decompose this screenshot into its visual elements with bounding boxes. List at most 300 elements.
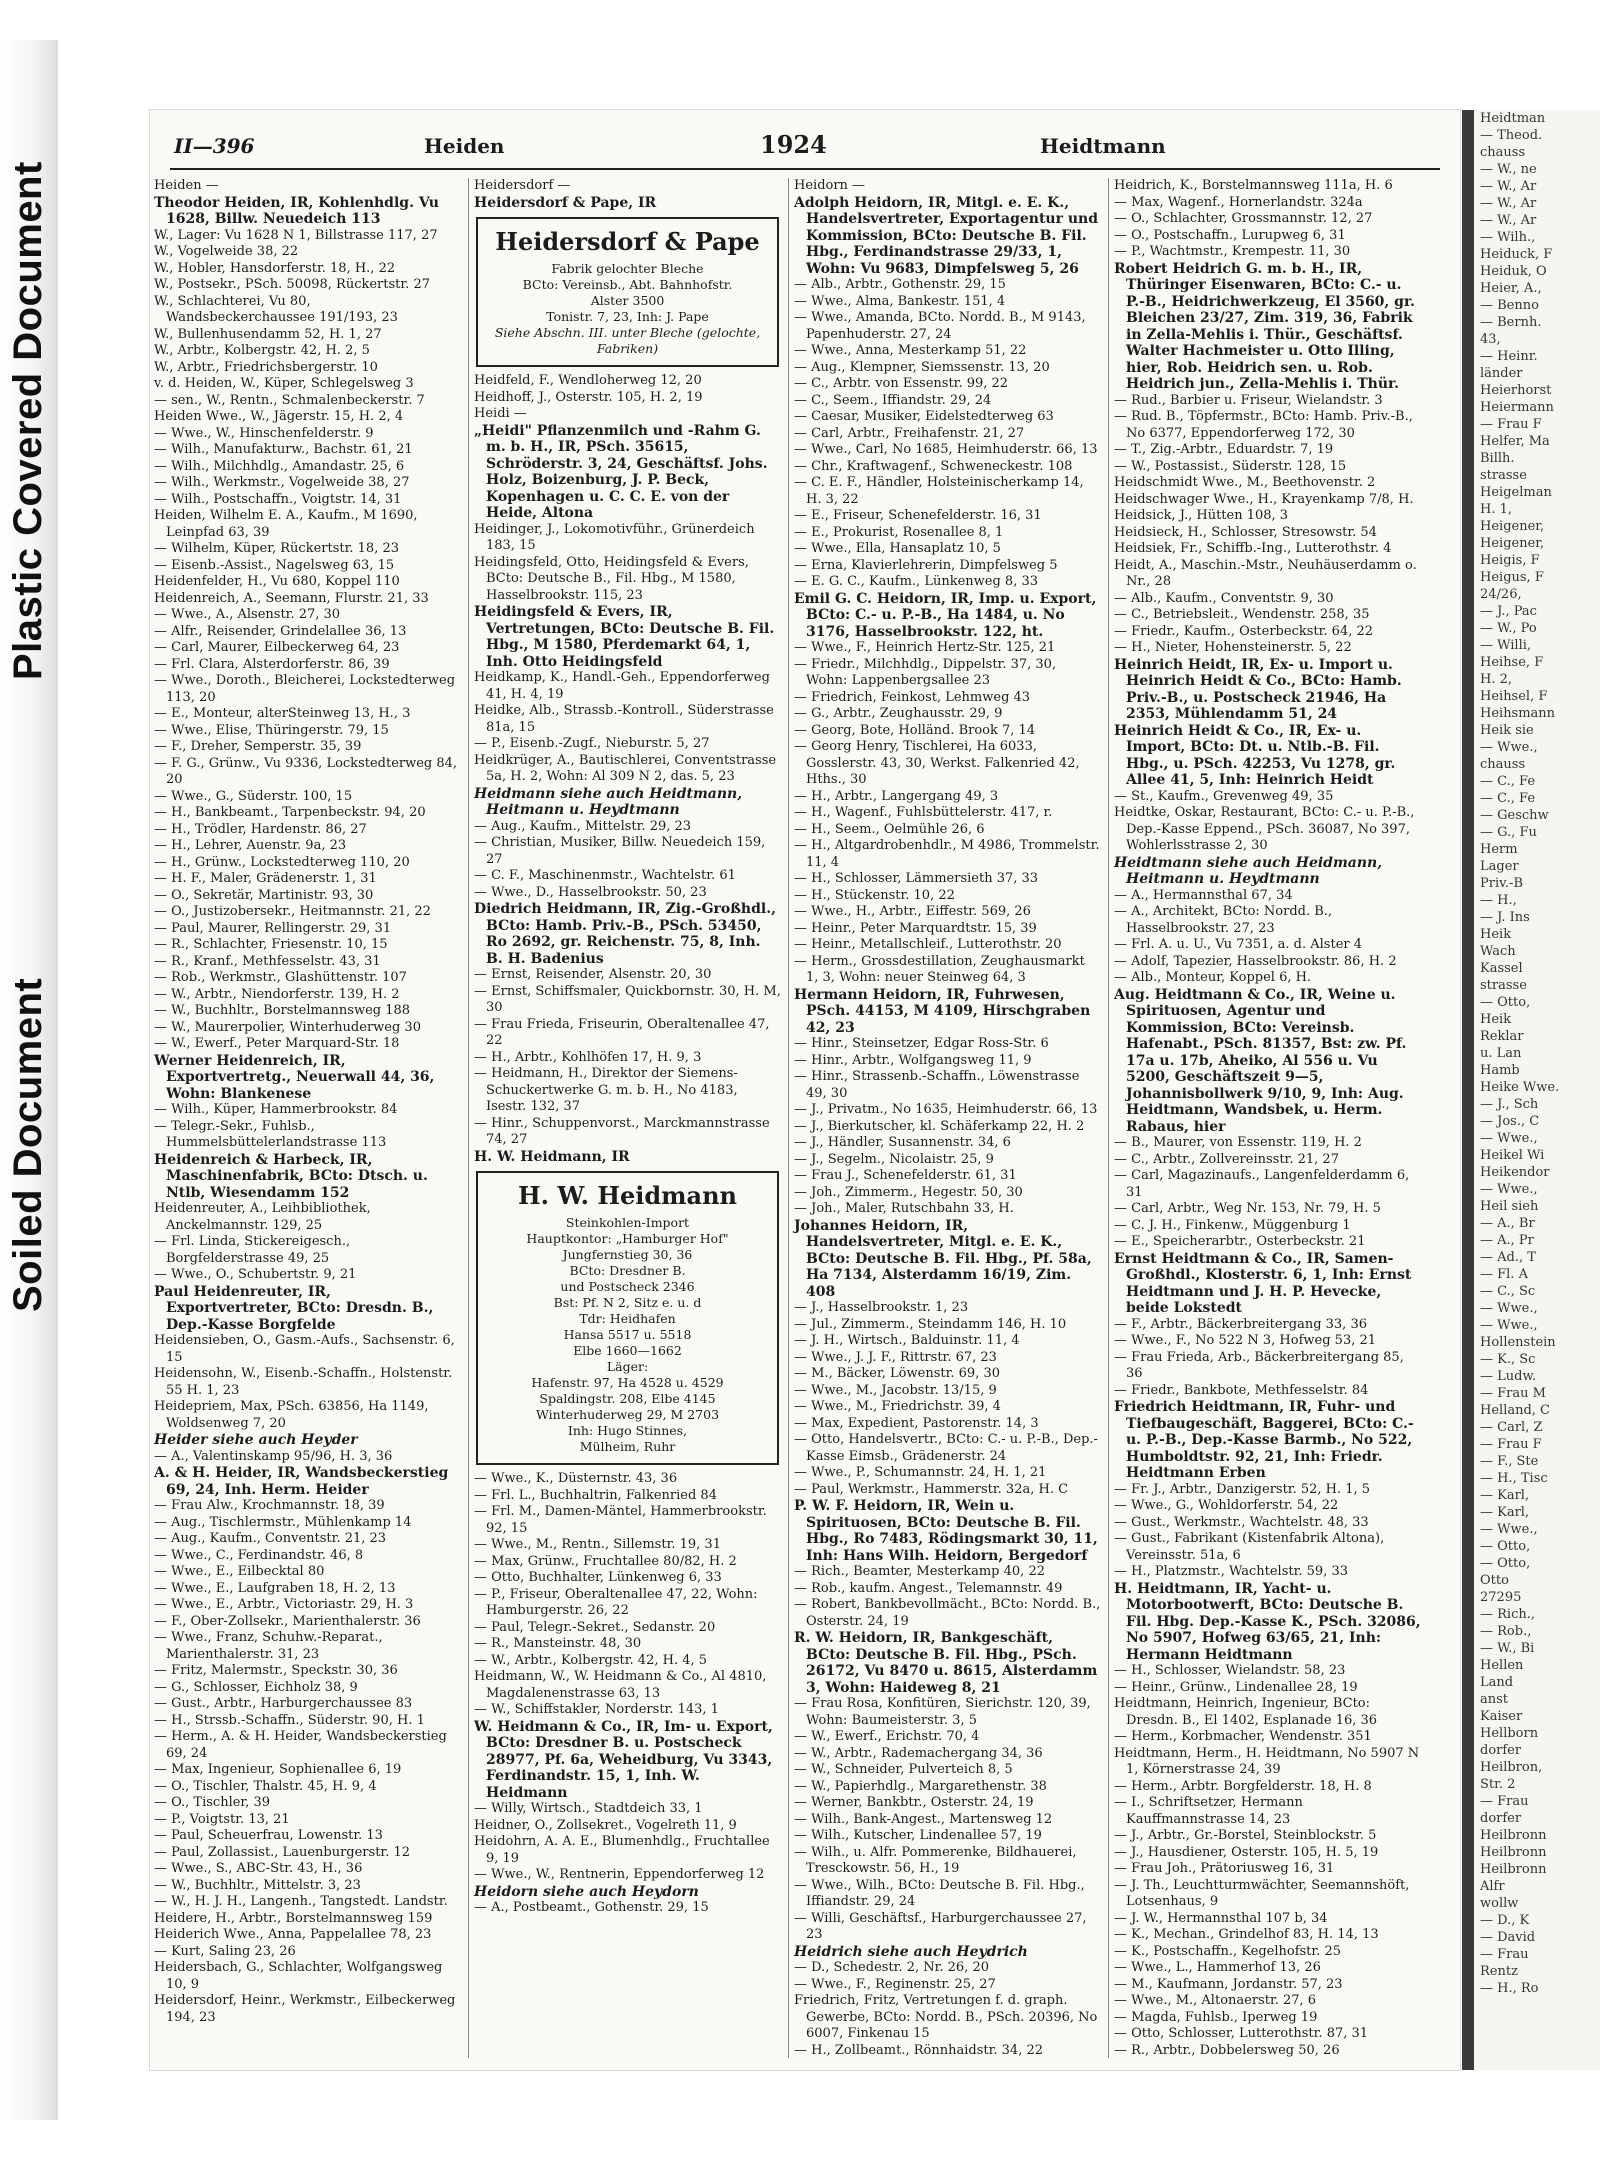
directory-entry: — Hinr., Strassenb.-Schaffn., Löwenstrasse 49, 30 — [794, 1069, 1080, 1101]
directory-entry: — P., Eisenb.-Zugf., Nieburstr. 5, 27 — [474, 736, 710, 751]
directory-entry: Friedrich Heidtmann, IR, Fuhr- und Tiefbaugeschäft, Baggerei, BCto: C.- u. P.-B., Dep.-Kasse Barmb., No 522, Humboldtstr. 92, 21, Inh: Friedr. Heidtmann Erben — [1114, 1399, 1414, 1481]
directory-entry: Heidersbach, G., Schlachter, Wolfgangsweg 10, 9 — [154, 1960, 443, 1992]
directory-entry: — Joh., Zimmerm., Hegestr. 50, 30 — [794, 1184, 1023, 1200]
directory-entry: P. W. F. Heidorn, IR, Wein u. Spirituosen, BCto: Deutsche B. Fil. Hbg., Ro 7483, Rödingsmarkt 30, 11, Inh: Hans Wilh. Heidorn, Bergedorf — [794, 1498, 1098, 1564]
ad-line: Hansa 5517 u. 5518 — [563, 1327, 692, 1342]
directory-entry: — P., Voigtstr. 13, 21 — [154, 1811, 290, 1827]
soiled-document-label: Soiled Document — [6, 977, 50, 1312]
directory-entry: W., Schlachterei, Vu 80, Wandsbeckerchaussee 191/193, 23 — [154, 293, 398, 325]
directory-entry: — H., Strssb.-Schaffn., Süderstr. 90, H. 1 — [154, 1712, 425, 1728]
directory-entry: — Hinr., Schuppenvorst., Marckmannstrasse 74, 27 — [474, 1115, 770, 1147]
directory-entry: — Paul, Scheuerfrau, Lowenstr. 13 — [154, 1828, 383, 1843]
heidersdorf-advertisement — [476, 217, 779, 367]
directory-entry: — Wilh., Küper, Hammerbrookstr. 84 — [154, 1102, 398, 1117]
next-page-fragment: — Wwe., — [1480, 1318, 1538, 1333]
directory-entry: Heidepriem, Max, PSch. 63856, Ha 1149, Woldsenweg 7, 20 — [154, 1399, 429, 1431]
directory-entry: — C., Seem., Iffiandstr. 29, 24 — [794, 392, 992, 408]
directory-entry: — J. W., Hermannsthal 107 b, 34 — [1114, 1910, 1328, 1926]
next-page-fragment: — Frau F — [1480, 1437, 1542, 1452]
next-page-fragment: — Otto, — [1480, 995, 1531, 1010]
directory-entry: R. W. Heidorn, IR, Bankgeschäft, BCto: Deutsche B. Fil. Hbg., PSch. 26172, Vu 8470 u. 8615, Alsterdamm 3, Wohn: Haideweg 8, 21 — [794, 1630, 1098, 1696]
next-page-fragment: strasse — [1480, 468, 1527, 483]
directory-entry: — R., Arbtr., Dobbelersweg 50, 26 — [1114, 2042, 1340, 2058]
next-page-fragment: — C., Fe — [1480, 774, 1536, 789]
next-page-fragment: — Otto, — [1480, 1556, 1531, 1571]
next-page-fragment: — H., — [1480, 893, 1517, 908]
directory-entry: — Frl. A. u. U., Vu 7351, a. d. Alster 4 — [1114, 937, 1363, 952]
ad-line: Hauptkontor: „Hamburger Hof" — [526, 1231, 729, 1246]
directory-entry: Heidersdorf & Pape, IR — [474, 194, 657, 211]
next-page-fragment: — Wwe., — [1480, 1131, 1538, 1146]
next-page-fragment: Heik sie — [1480, 723, 1534, 738]
directory-entry: — Adolf, Tapezier, Hasselbrookstr. 86, H. 2 — [1114, 953, 1397, 969]
next-page-fragment: 24/26, — [1480, 587, 1522, 602]
next-page-fragment: Hellborn — [1480, 1726, 1539, 1741]
directory-entry: Heidere, H., Arbtr., Borstelmannsweg 159 — [154, 1910, 433, 1926]
next-page-fragment: — Willi, — [1480, 638, 1532, 653]
next-page-fragment: 27295 — [1480, 1590, 1522, 1605]
directory-entry: — Aug., Kaufm., Mittelstr. 29, 23 — [474, 818, 692, 834]
next-page-fragment: — W., Ar — [1480, 213, 1537, 228]
directory-entry: — Wwe., Elise, Thüringerstr. 79, 15 — [154, 722, 389, 738]
ad-note: Siehe Abschn. III. unter Bleche (gelochte, Fabriken) — [494, 325, 761, 356]
next-page-fragment: länder — [1480, 366, 1523, 381]
next-page-fragment: Heidtman — [1480, 111, 1546, 126]
ad-line: Mülheim, Ruhr — [579, 1439, 676, 1454]
directory-entry: — Wilh., Bank-Angest., Martensweg 12 — [794, 1811, 1053, 1827]
directory-entry: Heidingsfeld, Otto, Heidingsfeld & Evers, BCto: Deutsche B., Fil. Hbg., M 1580, Hasselbrookstr. 115, 23 — [474, 554, 749, 603]
directory-entry: — Wwe., A., Alsenstr. 27, 30 — [154, 607, 341, 622]
directory-entry: Paul Heidenreuter, IR, Exportvertreter, BCto: Dresdn. B., Dep.-Kasse Borgfelde — [154, 1283, 434, 1333]
directory-entry: — W., Ewerf., Peter Marquard-Str. 18 — [154, 1036, 400, 1051]
next-page-fragment: anst — [1480, 1692, 1509, 1707]
directory-entry: — Heinr., Metallschleif., Lutterothstr. 20 — [794, 937, 1062, 952]
next-page-fragment: — J. Ins — [1480, 910, 1530, 925]
directory-entry: — Fritz, Malermstr., Speckstr. 30, 36 — [154, 1663, 398, 1678]
next-page-fragment: — Karl, — [1480, 1488, 1530, 1503]
directory-entry: — Fr. J., Arbtr., Danzigerstr. 52, H. 1, 5 — [1114, 1481, 1371, 1497]
directory-entry: Heidrich, K., Borstelmannsweg 111a, H. 6 — [1114, 178, 1393, 193]
directory-entry: — Wwe., J. J. F., Rittrstr. 67, 23 — [794, 1349, 997, 1365]
directory-entry: — W., Buchhltr., Mittelstr. 3, 23 — [154, 1877, 361, 1893]
next-page-fragment: Heike Wwe. — [1480, 1080, 1560, 1095]
next-page-fragment: — Frau M — [1480, 1386, 1546, 1401]
directory-entry: — Carl, Magazinaufs., Langenfelderdamm 6, 31 — [1114, 1168, 1410, 1200]
directory-entry: — Aug., Tischlermstr., Mühlenkamp 14 — [154, 1514, 412, 1530]
directory-entry: — Wwe., M., Jacobstr. 13/15, 9 — [794, 1382, 997, 1398]
directory-entry: — H., Wagenf., Fuhlsbüttelerstr. 417, r. — [794, 805, 1053, 820]
directory-entry: — H., Seem., Oelmühle 26, 6 — [794, 821, 985, 837]
directory-entry: — Herm., A. & H. Heider, Wandsbeckerstieg 69, 24 — [154, 1729, 447, 1761]
running-head — [160, 128, 1450, 168]
next-page-fragment: dorfer — [1480, 1811, 1522, 1826]
directory-entry: — Herm., Grossdestillation, Zeughausmarkt 1, 3, Wohn: neuer Steinweg 64, 3 — [794, 953, 1085, 985]
directory-entry: — Wilh., Postschaffn., Voigtstr. 14, 31 — [154, 491, 402, 507]
next-page-fragment: — W., Ar — [1480, 196, 1537, 211]
next-page-fragment: — Carl, Z — [1480, 1420, 1543, 1435]
directory-entry: — G., Schlosser, Eichholz 38, 9 — [154, 1679, 358, 1695]
directory-entry: — O., Postschaffn., Lurupweg 6, 31 — [1114, 227, 1346, 243]
next-page-fragment: — Wwe., — [1480, 1301, 1538, 1316]
directory-entry: Heidenreich & Harbeck, IR, Maschinenfabrik, BCto: Dtsch. u. Ntlb, Wiesendamm 152 — [154, 1151, 428, 1201]
directory-entry: W., Postsekr., PSch. 50098, Rückertstr. 27 — [154, 277, 430, 292]
directory-entry: — W., Postassist., Süderstr. 128, 15 — [1114, 458, 1347, 474]
ad-line: Fabrik gelochter Bleche — [551, 261, 704, 276]
directory-entry: — C., Betriebsleit., Wendenstr. 258, 35 — [1114, 607, 1370, 622]
next-page-fragment: 43, — [1480, 332, 1501, 347]
directory-entry: — Alfr., Reisender, Grindelallee 36, 13 — [154, 623, 407, 639]
next-page-fragment: — Ad., T — [1480, 1250, 1536, 1265]
directory-entry: — Alb., Monteur, Koppel 6, H. — [1114, 970, 1312, 985]
next-page-fragment: — D., K — [1480, 1913, 1530, 1928]
next-page-fragment: — Jos., C — [1480, 1114, 1540, 1129]
directory-entry: Heinrich Heidt, IR, Ex- u. Import u. Heinrich Heidt & Co., BCto: Hamb. Priv.-B., u. Postscheck 21946, Ha 2353, Mühlendamm 51, 24 — [1114, 656, 1402, 722]
directory-entry: — M., Kaufmann, Jordanstr. 57, 23 — [1114, 1976, 1343, 1992]
next-page-fragment: Heier, A., — [1480, 281, 1542, 296]
directory-entry: — Heidmann, H., Direktor der Siemens-Schuckertwerke G. m. b. H., No 4183, Isestr. 132, 37 — [474, 1066, 738, 1114]
column-1 — [150, 178, 465, 2058]
next-page-fragment: — Rich., — [1480, 1607, 1535, 1622]
directory-entry: Heidmann siehe auch Heidtmann, Heitmann u. Heydtmann — [474, 785, 743, 818]
directory-entry: — Wilh., Werkmstr., Vogelweide 38, 27 — [154, 475, 410, 490]
directory-entry: — F. G., Grünw., Vu 9336, Lockstedterweg 84, 20 — [154, 755, 458, 787]
directory-entry: — H., Stückenstr. 10, 22 — [794, 887, 955, 903]
directory-entry: — A., Hermannsthal 67, 34 — [1114, 887, 1293, 903]
next-page-fragment: Reklar — [1480, 1029, 1524, 1044]
directory-entry: — P., Friseur, Oberaltenallee 47, 22, Wohn: Hamburgerstr. 26, 22 — [474, 1586, 758, 1618]
directory-entry: — Friedr., Milchhdlg., Dippelstr. 37, 30, Wohn: Lappenbergsallee 23 — [794, 656, 1057, 688]
next-page-fragment: Heiduck, F — [1480, 247, 1553, 262]
directory-entry: — C., Arbtr., Zollvereinsstr. 21, 27 — [1114, 1151, 1339, 1167]
directory-entry: — Magda, Fuhlsb., Iperweg 19 — [1114, 2009, 1318, 2025]
next-page-fragment: Heikel Wi — [1480, 1148, 1545, 1163]
next-page-fragment: — Wilh., — [1480, 230, 1536, 245]
directory-entry: — Paul, Werkmstr., Hammerstr. 32a, H. C — [794, 1481, 1069, 1497]
directory-entry: — H., Bankbeamt., Tarpenbeckstr. 94, 20 — [154, 805, 426, 820]
directory-entry: — Hinr., Arbtr., Wolfgangsweg 11, 9 — [794, 1052, 1032, 1068]
directory-entry: — J., Hausdiener, Osterstr. 105, H. 5, 19 — [1114, 1844, 1379, 1860]
directory-entry: — Wwe., G., Süderstr. 100, 15 — [154, 788, 353, 804]
ad-title: H. W. Heidmann — [518, 1181, 737, 1210]
directory-entry: — W., Arbtr., Niendorferstr. 139, H. 2 — [154, 986, 400, 1002]
ad-line: Tonistr. 7, 23, Inh: J. Pape — [546, 309, 709, 324]
next-page-fragment: — Karl, — [1480, 1505, 1530, 1520]
next-page-fragment: Heil sieh — [1480, 1199, 1539, 1214]
directory-entry: — Rob., kaufm. Angest., Telemannstr. 49 — [794, 1580, 1063, 1596]
directory-entry: — B., Maurer, von Essenstr. 119, H. 2 — [1114, 1135, 1362, 1150]
directory-entry: — Hinr., Steinsetzer, Edgar Ross-Str. 6 — [794, 1036, 1049, 1051]
directory-entry: — W., Maurerpolier, Winterhuderweg 30 — [154, 1019, 421, 1035]
directory-entry: — sen., W., Rentn., Schmalenbeckerstr. 7 — [154, 392, 425, 408]
directory-entry: Heidtmann, Herm., H. Heidtmann, No 5907 N 1, Körnerstrasse 24, 39 — [1114, 1745, 1420, 1777]
ad-line: Bst: Pf. N 2, Sitz e. u. d — [553, 1295, 702, 1310]
directory-entry: — Wwe., E., Eilbecktal 80 — [154, 1564, 325, 1579]
next-page-fragment: Hellen — [1480, 1658, 1524, 1673]
next-page-fragment: dorfer — [1480, 1743, 1522, 1758]
directory-entry: — M., Bäcker, Löwenstr. 69, 30 — [794, 1366, 1000, 1381]
next-page-fragment: Hollenstein — [1480, 1335, 1556, 1350]
directory-entry: — Paul, Maurer, Rellingerstr. 29, 31 — [154, 920, 392, 936]
next-page-fragment: — Wwe., — [1480, 1182, 1538, 1197]
directory-entry: — Wwe., Carl, No 1685, Heimhuderstr. 66, 13 — [794, 442, 1098, 457]
directory-entry: — Wwe., Amanda, BCto. Nordd. B., M 9143, Papenhuderstr. 27, 24 — [794, 310, 1086, 342]
directory-entry: — J. Th., Leuchtturmwächter, Seemannshöft, Lotsenhaus, 9 — [1114, 1877, 1410, 1909]
directory-entry: — Wilh., Manufakturw., Bachstr. 61, 21 — [154, 442, 413, 457]
directory-entry: Johannes Heidorn, IR, Handelsvertreter, Mitgl. e. E. K., BCto: Deutsche B. Fil. Hbg., Pf. 58a, Ha 7134, Alsterdamm 16/19, Zim. 408 — [794, 1217, 1092, 1300]
next-page-fragment: H. 2, — [1480, 672, 1513, 687]
directory-entry: Heidmann, W., W. Heidmann & Co., Al 4810, Magdalenenstrasse 63, 13 — [474, 1669, 767, 1701]
next-page-fragment: Heihsel, F — [1480, 689, 1548, 704]
ad-line: Inh: Hugo Stinnes, — [567, 1423, 688, 1438]
directory-entry: Heidenreich, A., Seemann, Flurstr. 21, 33 — [154, 590, 429, 606]
directory-entry: — H., Schlosser, Wielandstr. 58, 23 — [1114, 1663, 1346, 1678]
directory-entry: Heidtmann, Heinrich, Ingenieur, BCto: Dresdn. B., El 1402, Esplanade 16, 36 — [1114, 1696, 1378, 1728]
next-page-fragment: Heierhorst — [1480, 383, 1552, 398]
directory-entry: — Telegr.-Sekr., Fuhlsb., Hummelsbüttelerlandstrasse 113 — [154, 1118, 387, 1150]
directory-entry: Heidfeld, F., Wendloherweg 12, 20 — [474, 373, 702, 388]
plastic-covered-label: Plastic Covered Document — [6, 161, 50, 680]
directory-entry: Heiden, Wilhelm E. A., Kaufm., M 1690, Leinpfad 63, 39 — [154, 508, 418, 540]
next-page-fragment: — H., Ro — [1480, 1981, 1539, 1996]
next-page-fragment: H. 1, — [1480, 502, 1513, 517]
ad-line: Winterhuderweg 29, M 2703 — [535, 1407, 720, 1422]
next-page-fragment: — Frau — [1480, 1947, 1529, 1962]
directory-entry: — Georg Henry, Tischlerei, Ha 6033, Gosslerstr. 43, 30, Werkst. Falkenried 42, Hths., 30 — [794, 739, 1080, 787]
next-page-fragment: — Frau F — [1480, 417, 1542, 432]
next-page-fragment: strasse — [1480, 978, 1527, 993]
directory-entry: — Ernst, Reisender, Alsenstr. 20, 30 — [474, 967, 712, 982]
directory-entry: — Frau Alw., Krochmannstr. 18, 39 — [154, 1498, 385, 1513]
next-page-fragment: — Theod. — [1480, 128, 1543, 143]
directory-entry: Heidohrn, A. A. E., Blumenhdlg., Fruchtallee 9, 19 — [474, 1834, 770, 1866]
directory-entry: Heidersdorf — — [474, 178, 571, 193]
directory-entry: — G., Arbtr., Zeughausstr. 29, 9 — [794, 706, 1003, 721]
directory-entry: Adolph Heidorn, IR, Mitgl. e. E. K., Handelsvertreter, Exportagentur und Kommission, BCto: Deutsche B. Fil. Hbg., Ferdinandstrasse 29/33, 1, Wohn: Vu 9683, Dimpfelsweg 5, 26 — [794, 194, 1098, 277]
next-page-fragment: Kassel — [1480, 961, 1523, 976]
directory-entry: — K., Postschaffn., Kegelhofstr. 25 — [1114, 1943, 1341, 1959]
directory-entry: — Wwe., W., Hinschenfelderstr. 9 — [154, 425, 374, 441]
next-page-fragment: Heigis, F — [1480, 553, 1540, 568]
next-page-fragment: Heiermann — [1480, 400, 1554, 415]
next-page-fragment: — Wwe., — [1480, 740, 1538, 755]
directory-entry: — E., Speicherarbtr., Osterbeckstr. 21 — [1114, 1234, 1366, 1249]
directory-entry: — Wilh., Milchhdlg., Amandastr. 25, 6 — [154, 458, 405, 474]
directory-entry: — Erna, Klavierlehrerin, Dimpfelsweg 5 — [794, 557, 1058, 573]
directory-entry: — Wwe., H., Arbtr., Eiffestr. 569, 26 — [794, 904, 1031, 919]
next-page-fragment: Rentz — [1480, 1964, 1518, 1979]
next-page-fragment: — W., Po — [1480, 621, 1537, 636]
directory-entry: — H., Lehrer, Auenstr. 9a, 23 — [154, 838, 347, 853]
next-page-fragment: Heihsmann — [1480, 706, 1556, 721]
directory-entry: Emil G. C. Heidorn, IR, Imp. u. Export, BCto: C.- u. P.-B., Ha 1484, u. No 3176, Hasselbrookstr. 122, ht. — [794, 590, 1097, 640]
directory-entry: — P., Wachtmstr., Krempestr. 11, 30 — [1114, 244, 1351, 259]
next-page-fragment: Billh. — [1480, 451, 1515, 466]
directory-entry: — J., Privatm., No 1635, Heimhuderstr. 66, 13 — [794, 1102, 1098, 1117]
next-page-fragment: Land — [1480, 1675, 1514, 1690]
directory-entry: Heidsiek, Fr., Schiffb.-Ing., Lutterothstr. 4 — [1114, 541, 1392, 556]
directory-entry: — J., Hasselbrookstr. 1, 23 — [794, 1300, 969, 1315]
directory-entry: — Wilh., Kutscher, Lindenallee 57, 19 — [794, 1828, 1042, 1843]
last-entry-word: Heidtmann — [1040, 134, 1166, 158]
directory-entry: — H., Schlosser, Lämmersieth 37, 33 — [794, 871, 1039, 886]
directory-entry: — Friedr., Kaufm., Osterbeckstr. 64, 22 — [1114, 623, 1374, 639]
binding-gutter — [1462, 110, 1474, 2070]
next-page-fragment: Hamb — [1480, 1063, 1520, 1078]
directory-entry: — Wwe., Ella, Hansaplatz 10, 5 — [794, 541, 1001, 556]
next-page-fragment: — Geschw — [1480, 808, 1549, 823]
next-page-fragment: — C., Fe — [1480, 791, 1536, 806]
directory-entry: — Frau Frieda, Arb., Bäckerbreitergang 85, 36 — [1114, 1349, 1404, 1381]
directory-entry: — O., Schlachter, Grossmannstr. 12, 27 — [1114, 211, 1373, 226]
directory-entry: H. Heidtmann, IR, Yacht- u. Motorbootwerft, BCto: Deutsche B. Fil. Hbg. Dep.-Kasse K., PSch. 32086, No 5907, Hofweg 63/65, 21, Inh: Hermann Heidtmann — [1114, 1580, 1421, 1663]
directory-entry: — W., Schiffstakler, Norderstr. 143, 1 — [474, 1702, 719, 1717]
next-page-fragment: Helfer, Ma — [1480, 434, 1550, 449]
directory-entry: — J., Arbtr., Gr.-Borstel, Steinblockstr. 5 — [1114, 1828, 1377, 1843]
directory-entry: — Wwe., Franz, Schuhw.-Reparat., Marienthalerstr. 31, 23 — [154, 1630, 383, 1662]
next-page-fragment: Heilbronn — [1480, 1862, 1547, 1877]
ad-line: BCto: Dresdner B. — [569, 1263, 686, 1278]
directory-entry: — H., Arbtr., Kohlhöfen 17, H. 9, 3 — [474, 1049, 702, 1065]
next-page-fragment: — K., Sc — [1480, 1352, 1536, 1367]
directory-entry: Heidsieck, H., Schlosser, Stresowstr. 54 — [1114, 524, 1377, 540]
next-page-fragment: — W., Ar — [1480, 179, 1537, 194]
directory-entry: — Alb., Arbtr., Gothenstr. 29, 15 — [794, 277, 1006, 292]
directory-entry: — H., Arbtr., Langergang 49, 3 — [794, 788, 999, 804]
ad-line: Elbe 1660—1662 — [573, 1343, 682, 1358]
directory-entry: Hermann Heidorn, IR, Fuhrwesen, PSch. 44153, M 4109, Hirschgraben 42, 23 — [794, 986, 1091, 1036]
directory-entry: — Ernst, Schiffsmaler, Quickbornstr. 30, H. M, 30 — [474, 983, 781, 1015]
directory-entry: — E., Prokurist, Rosenallee 8, 1 — [794, 524, 1004, 540]
directory-entry: — W., H. J. H., Langenh., Tangstedt. Landstr. — [154, 1894, 448, 1909]
ad-line: und Postscheck 2346 — [560, 1279, 695, 1294]
directory-entry: — Gust., Arbtr., Harburgerchaussee 83 — [154, 1696, 413, 1711]
directory-entry: — C. E. F., Händler, Holsteinischerkamp 14, H. 3, 22 — [794, 475, 1084, 507]
directory-entry: Ernst Heidtmann & Co., IR, Samen-Großhdl., Klosterstr. 6, 1, Inh: Ernst Heidtmann und J. H. P. Hevecke, beide Lokstedt — [1114, 1250, 1412, 1316]
directory-entry: — Wwe., F., Reginenstr. 25, 27 — [794, 1976, 996, 1992]
directory-entry: — J., Segelm., Nicolaistr. 25, 9 — [794, 1151, 994, 1167]
directory-entry: — Kurt, Saling 23, 26 — [154, 1943, 296, 1959]
directory-entry: W., Hobler, Hansdorferstr. 18, H., 22 — [154, 260, 396, 276]
next-page-fragment: Heihse, F — [1480, 655, 1544, 670]
directory-entry: — Otto, Schlosser, Lutterothstr. 87, 31 — [1114, 2026, 1369, 2041]
directory-entry: — Carl, Arbtr., Freihafenstr. 21, 27 — [794, 425, 1025, 441]
directory-entry: Heidersdorf, Heinr., Werkmstr., Eilbeckerweg 194, 23 — [154, 1993, 456, 2025]
directory-entry: — H., Platzmstr., Wachtelstr. 59, 33 — [1114, 1564, 1349, 1579]
next-page-fragment: — Fl. A — [1480, 1267, 1528, 1282]
directory-entry: — Carl, Maurer, Eilbeckerweg 64, 23 — [154, 640, 400, 655]
next-page-fragment: Herm — [1480, 842, 1518, 857]
directory-entry: — Paul, Telegr.-Sekret., Sedanstr. 20 — [474, 1619, 716, 1635]
directory-entry: — Frl. Clara, Alsterdorferstr. 86, 39 — [154, 656, 390, 672]
directory-entry: Diedrich Heidmann, IR, Zig.-Großhdl., BCto: Hamb. Priv.-B., PSch. 53450, Ro 2692, gr. Reichenstr. 75, 8, Inh. B. H. Badenius — [474, 901, 776, 967]
directory-entry: — Chr., Kraftwagenf., Schweneckestr. 108 — [794, 458, 1073, 474]
directory-entry: Heidner, O., Zollsekret., Vogelreth 11, 9 — [474, 1817, 737, 1833]
next-page-fragment: Wach — [1480, 944, 1516, 959]
directory-entry: — W., Papierhdlg., Margarethenstr. 38 — [794, 1778, 1047, 1794]
directory-entry: Heidhoff, J., Osterstr. 105, H. 2, 19 — [474, 389, 703, 405]
directory-entry: — Rud., Barbier u. Friseur, Wielandstr. 3 — [1114, 392, 1383, 408]
directory-entry: — Rich., Beamter, Mesterkamp 40, 22 — [794, 1564, 1045, 1579]
page-number: II—396 — [174, 134, 255, 158]
next-page-fragment: Heik — [1480, 927, 1512, 942]
directory-entry: — Otto, Handelsvertr., BCto: C.- u. P.-B., Dep.-Kasse Eimsb., Grädenerstr. 24 — [794, 1432, 1098, 1464]
directory-entry: — Wwe., E., Laufgraben 18, H. 2, 13 — [154, 1580, 396, 1596]
year: 1924 — [760, 130, 827, 159]
directory-entry: — Frau J., Schenefelderstr. 61, 31 — [794, 1168, 1017, 1183]
directory-entry: — C. J. H., Finkenw., Müggenburg 1 — [1114, 1217, 1351, 1233]
directory-entry: — Frl. Linda, Stickereigesch., Borgfelderstrasse 49, 25 — [154, 1234, 351, 1266]
directory-entry: Heidensieben, O., Gasm.-Aufs., Sachsenstr. 6, 15 — [154, 1333, 455, 1365]
directory-entry: — Robert, Bankbevollmächt., BCto: Nordd. B., Osterstr. 24, 19 — [794, 1597, 1101, 1629]
directory-page — [150, 110, 1460, 2070]
first-entry-word: Heiden — [424, 134, 505, 158]
directory-entry: — Willy, Wirtsch., Stadtdeich 33, 1 — [474, 1801, 703, 1816]
directory-entry: — St., Kaufm., Grevenweg 49, 35 — [1114, 788, 1334, 804]
column-divider — [788, 178, 789, 2058]
next-page-fragment: Heigus, F — [1480, 570, 1544, 585]
next-page-fragment: Alfr — [1480, 1879, 1505, 1894]
directory-entry: W., Bullenhusendamm 52, H. 1, 27 — [154, 326, 382, 342]
directory-entry: Heidenfelder, H., Vu 680, Koppel 110 — [154, 574, 400, 589]
directory-entry: — Jul., Zimmerm., Steindamm 146, H. 10 — [794, 1316, 1067, 1332]
ad-line: Tdr: Heidhafen — [579, 1311, 676, 1326]
directory-entry: Theodor Heiden, IR, Kohlenhdlg. Vu 1628, Billw. Neuedeich 113 — [154, 194, 439, 227]
directory-entry: — Heinr., Peter Marquardtstr. 15, 39 — [794, 920, 1037, 936]
directory-entry: Heiderich Wwe., Anna, Pappelallee 78, 23 — [154, 1927, 432, 1942]
directory-entry: Heidorn siehe auch Heydorn — [474, 1883, 699, 1900]
next-page-fragment: — David — [1480, 1930, 1536, 1945]
next-page-fragment: Priv.-B — [1480, 876, 1523, 891]
directory-entry: — Aug., Klempner, Siemssenstr. 13, 20 — [794, 359, 1050, 375]
heidmann-advertisement — [476, 1171, 779, 1465]
directory-entry: A. & H. Heider, IR, Wandsbeckerstieg 69, 24, Inh. Herm. Heider — [154, 1465, 449, 1498]
directory-entry: — Wwe., K., Düsternstr. 43, 36 — [474, 1471, 678, 1486]
next-page-fragment: Kaiser — [1480, 1709, 1523, 1724]
next-page-fragment: — G., Fu — [1480, 825, 1537, 840]
directory-entry: Heidschwager Wwe., H., Krayenkamp 7/8, H. — [1114, 491, 1414, 507]
column-3 — [790, 178, 1105, 2058]
directory-entry: „Heidi" Pflanzenmilch und -Rahm G. m. b. H., IR, PSch. 35615, Schröderstr. 3, 24, Geschäftsf. Johs. Holz, Boizenburg, J. P. Beck, Kopenhagen u. C. C. E. von der Heide, Altona — [474, 422, 768, 521]
column-4 — [1110, 178, 1425, 2058]
directory-entry: W., Arbtr., Friedrichsbergerstr. 10 — [154, 359, 378, 375]
next-page-fragment: — Bernh. — [1480, 315, 1542, 330]
directory-entry: — Max, Expedient, Pastorenstr. 14, 3 — [794, 1415, 1039, 1431]
next-page-fragment: — A., Br — [1480, 1216, 1535, 1231]
directory-entry: — Aug., Kaufm., Conventstr. 21, 23 — [154, 1531, 387, 1546]
directory-entry: — Frau Frieda, Friseurin, Oberaltenallee 47, 22 — [474, 1016, 770, 1048]
directory-entry: — E. G. C., Kaufm., Lünkenweg 8, 33 — [794, 574, 1038, 589]
directory-entry: Robert Heidrich G. m. b. H., IR, Thüringer Eisenwaren, BCto: C.- u. P.-B., Heidrichwerkzeug, El 3560, gr. Bleichen 23/27, Zim. 319, 36, Fabrik in Zella-Mehlis i. Thür., Geschäftsf. Walter Hachmeister u. Otto Illing, hier, Rob. Heidrich sen. u. Rob. Heidrich jun., Zella-Mehlis i. Thür. — [1114, 260, 1415, 392]
directory-entry: — A., Valentinskamp 95/96, H. 3, 36 — [154, 1448, 393, 1464]
directory-entry: Heidenreuter, A., Leihbibliothek, Anckelmannstr. 129, 25 — [154, 1201, 371, 1233]
directory-entry: Heidsick, J., Hütten 108, 3 — [1114, 508, 1289, 523]
next-page-fragment: Heigener, — [1480, 536, 1545, 551]
directory-entry: — Otto, Buchhalter, Lünkenweg 6, 33 — [474, 1570, 722, 1585]
next-page-fragment: — Heinr. — [1480, 349, 1538, 364]
directory-entry: — W., Arbtr., Kolbergstr. 42, H. 4, 5 — [474, 1652, 708, 1668]
directory-entry: Heiden — — [154, 178, 219, 193]
directory-entry: — Wwe., Alma, Bankestr. 151, 4 — [794, 293, 1006, 309]
directory-entry: — Frau Joh., Prätoriusweg 16, 31 — [1114, 1861, 1335, 1876]
directory-entry: — E., Monteur, alterSteinweg 13, H., 3 — [154, 706, 411, 721]
directory-entry: — C., Arbtr. von Essenstr. 99, 22 — [794, 376, 1009, 391]
ad-line: Spaldingstr. 208, Elbe 4145 — [539, 1391, 716, 1406]
next-page-fragment: Heikendor — [1480, 1165, 1550, 1180]
directory-entry: Heider siehe auch Heyder — [154, 1432, 358, 1448]
directory-entry: — Wwe., E., Arbtr., Victoriastr. 29, H. 3 — [154, 1597, 414, 1612]
directory-entry: — W., Arbtr., Rademachergang 34, 36 — [794, 1745, 1043, 1761]
directory-entry: Heidkamp, K., Handl.-Geh., Eppendorferweg 41, H. 4, 19 — [474, 670, 770, 702]
